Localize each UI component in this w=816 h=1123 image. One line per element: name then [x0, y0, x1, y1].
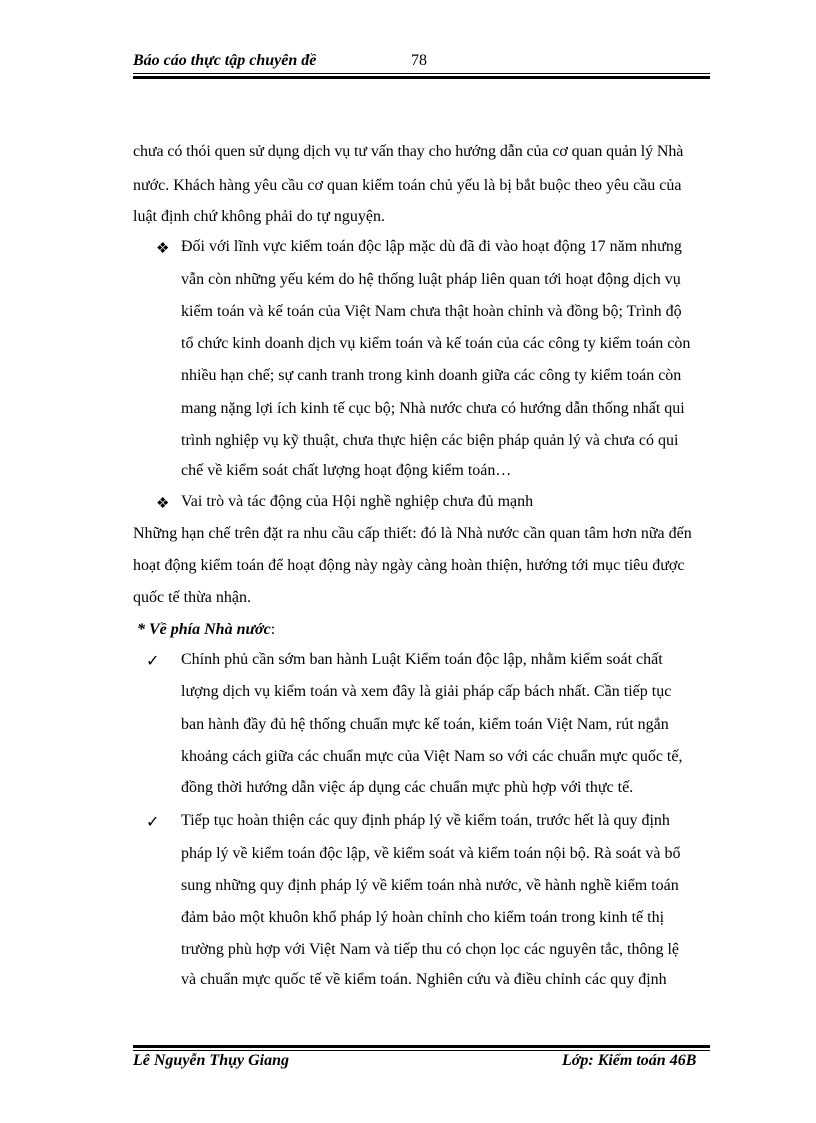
header-rule [133, 73, 710, 79]
header-title: Báo cáo thực tập chuyên đề [133, 52, 317, 69]
checkmark-icon: ✓ [146, 653, 160, 670]
section-subheading [137, 621, 275, 639]
bullet-line: chế về kiểm soát chất lượng hoạt động kiểm toán… [181, 462, 512, 479]
footer-class: Lớp: Kiểm toán 46B [562, 1052, 697, 1069]
bullet-line: vẫn còn những yếu kém do hệ thống luật pháp liên quan tới hoạt động dịch vụ [181, 271, 681, 288]
paragraph-line: nước. Khách hàng yêu cầu cơ quan kiểm toán chủ yếu là bị bắt buộc theo yêu cầu của [133, 177, 682, 194]
check-item-line: và chuẩn mực quốc tế về kiểm toán. Nghiên cứu và điều chỉnh các quy định [181, 971, 667, 988]
paragraph-line: luật định chứ không phải do tự nguyện. [133, 208, 385, 225]
check-item-line: Chính phủ cần sớm ban hành Luật Kiểm toán độc lập, nhằm kiểm soát chất [181, 651, 663, 668]
check-item-line: khoảng cách giữa các chuẩn mực của Việt Nam so với các chuẩn mực quốc tế, [181, 748, 683, 765]
footer-rule [133, 1045, 710, 1051]
paragraph-line: quốc tế thừa nhận. [133, 589, 251, 606]
page-number: 78 [411, 52, 427, 69]
bullet-line: tổ chức kinh doanh dịch vụ kiểm toán và kế toán của các công ty kiểm toán còn [181, 335, 691, 352]
check-item-line: pháp lý về kiểm toán độc lập, về kiểm soát và kiểm toán nội bộ. Rà soát và bổ [181, 845, 681, 862]
bullet-line: kiểm toán và kế toán của Việt Nam chưa thật hoàn chỉnh và đồng bộ; Trình độ [181, 303, 682, 320]
bullet-line: Đối với lĩnh vực kiểm toán độc lập mặc dù đã đi vào hoạt động 17 năm nhưng [181, 238, 682, 255]
paragraph-line: chưa có thói quen sử dụng dịch vụ tư vấn thay cho hướng dẫn của cơ quan quản lý Nhà [133, 143, 684, 160]
check-item-line: sung những quy định pháp lý về kiểm toán nhà nước, về hành nghề kiểm toán [181, 877, 679, 894]
subheading-text: * Về phía Nhà nước [137, 621, 271, 638]
checkmark-icon: ✓ [146, 814, 160, 831]
paragraph-line: Những hạn chế trên đặt ra nhu cầu cấp thiết: đó là Nhà nước cần quan tâm hơn nữa đến [133, 525, 692, 542]
check-item-line: lượng dịch vụ kiểm toán và xem đây là giải pháp cấp bách nhất. Cần tiếp tục [181, 683, 672, 700]
diamond-bullet-icon: ❖ [156, 496, 170, 512]
bullet-line: trình nghiệp vụ kỹ thuật, chưa thực hiện các biện pháp quản lý và chưa có qui [181, 432, 679, 449]
check-item-line: ban hành đầy đủ hệ thống chuẩn mực kế toán, kiểm toán Việt Nam, rút ngắn [181, 716, 669, 733]
check-item-line: trường phù hợp với Việt Nam và tiếp thu có chọn lọc các nguyên tắc, thông lệ [181, 941, 680, 958]
check-item-line: Tiếp tục hoàn thiện các quy định pháp lý về kiểm toán, trước hết là quy định [181, 812, 670, 829]
subheading-colon: : [270, 621, 276, 638]
check-item-line: đồng thời hướng dẫn việc áp dụng các chuẩn mực phù hợp với thực tế. [181, 779, 634, 796]
bullet-line: nhiều hạn chế; sự canh tranh trong kinh doanh giữa các công ty kiểm toán còn [181, 367, 682, 384]
bullet-line: Vai trò và tác động của Hội nghề nghiệp chưa đủ mạnh [181, 493, 534, 510]
bullet-line: mang nặng lợi ích kinh tế cục bộ; Nhà nước chưa có hướng dẫn thống nhất qui [181, 400, 685, 417]
footer-author: Lê Nguyễn Thụy Giang [133, 1052, 289, 1069]
check-item-line: đảm bảo một khuôn khổ pháp lý hoàn chỉnh cho kiểm toán trong kinh tế thị [181, 909, 665, 926]
paragraph-line: hoạt động kiểm toán để hoạt động này ngày càng hoàn thiện, hướng tới mục tiêu được [133, 557, 685, 574]
diamond-bullet-icon: ❖ [156, 241, 170, 257]
